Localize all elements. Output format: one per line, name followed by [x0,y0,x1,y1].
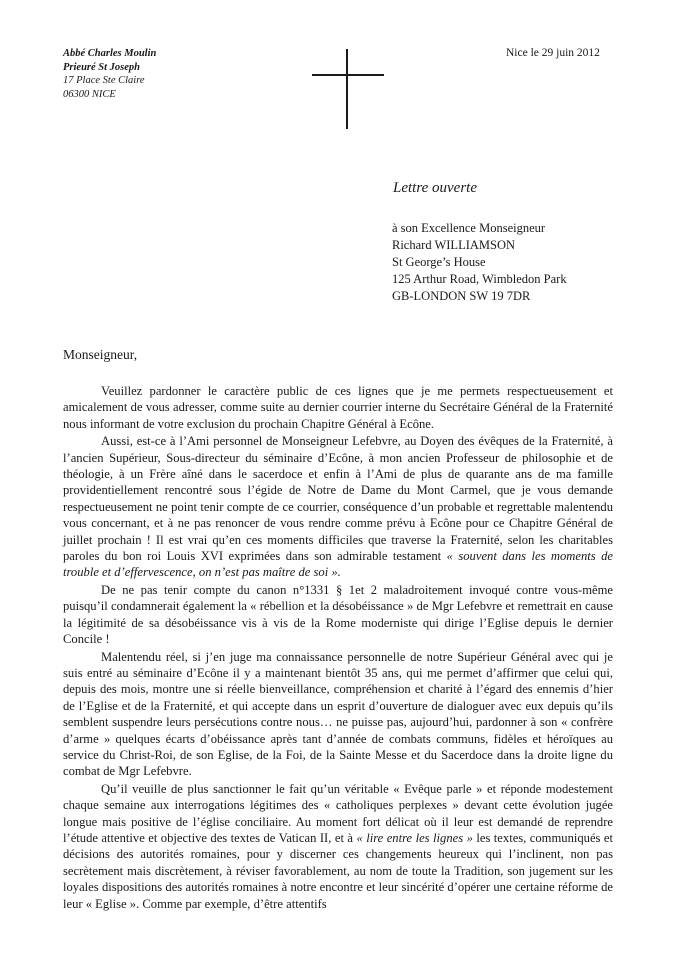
recipient-line: 125 Arthur Road, Wimbledon Park [392,272,567,286]
paragraph-text: les textes, communiqués et décisions des autorités romaines, pour y discerner ces changements heureux qui l’inclinent, non pas secrètement mais discrètement, à réviser favorablement, au nom de toute la Tradition, son jugement sur les loyales dispositions des autorités romaines à notre encontre et leur sincérité d’opérer une certaine réforme de leur « Eglise ». Comme par exemple, d’être attentifs [63,830,614,911]
body-paragraph [63,433,613,581]
salutation: Monseigneur, [63,347,138,362]
sender-city: 06300 NICE [63,88,116,100]
paragraph-text: Aussi, est-ce à l’Ami personnel de Monseigneur Lefebvre, au Doyen des évêques de la Fraternité, à l’ancien Supérieur, Sous-directeur du séminaire d’Ecône, à mon ancien Professeur de philosophie et de théologie, à un Frère aîné dans le sacerdoce et enfin à l’Ami de plus de quarante ans de ma famille providentiellement rencontré sous l’égide de Notre de Dame du Mont Carmel, que je vous demande respectueusement ne point tenir compte de ce courrier, conséquence d’un probable et regrettable malentendu vous concernant, et à ne pas renoncer de vous rendre comme prévu à Ecône pour ce Chapitre Général de juillet prochain ! Il est vrai qu’en ces moments difficiles que traverse la Fraternité, selon les charitables paroles du bon roi Louis XVI exprimées dans son admirable testament [63,434,613,564]
recipient-line: GB-LONDON SW 19 7DR [392,289,531,303]
paragraph-text: Qu’il veuille de plus sanctionner le fait qu’un véritable « Evêque parle » et réponde modestement chaque semaine aux interrogations légitimes des « catholiques perplexes » devant cette évolution jugée longue mais positive de l’église conciliaire. Au moment fort délicat où il leur est demandé de reprendre l’étude attentive et objective des textes de Vatican II, et à [63,781,613,845]
quoted-testament: « souvent dans les moments de trouble et d’effervescence, on n’est pas maître de soi ». [63,549,613,580]
sender-name: Abbé Charles Moulin [63,48,157,59]
sender-block [63,47,156,101]
letter-body [63,383,613,912]
body-paragraph: De ne pas tenir compte du canon n°1331 § 1et 2 maladroitement invoqué contre vous-même puisqu’il condamnerait également la « rébellion et la désobéissance » de Mgr Lefebvre et remettrait en cause la légitimité de sa désobéissance vis à vis de la Rome moderniste qui dirige l’Eglise depuis le dernier Concile ! [63,582,613,647]
sender-street: 17 Place Ste Claire [63,75,145,86]
document-type: Lettre ouverte [393,180,478,196]
body-paragraph: Malentendu réel, si j’en juge ma connaissance personnelle de notre Supérieur Général avec qui je suis entré au séminaire d’Ecône il y a maintenant bientôt 35 ans, qui me permet d’affirmer que celui qui, depuis des mois, montre une si réelle bienveillance, compréhension et charité à l’égard des ennemis d’hier de l’Eglise et de la Fraternité, et qui accepte dans un esprit d’ouverture de dialoguer avec eux depuis qu’ils semblent suspendre leurs persécutions contre nous… ne puisse pas, aujourd’hui, pardonner à son « confrère d’arme » quelques écarts d’obéissance après tant d’année de combats communs, fidèles et héroïques au service du Christ-Roi, de son Eglise, de la Foi, de la Sainte Messe et du Sacerdoce dans la droite ligne du combat de Mgr Lefebvre. [63,649,613,779]
emphasized-text: « lire entre les lignes » [356,830,473,845]
recipient-line: St George’s House [392,255,486,269]
letter-date: Nice le 29 juin 2012 [506,47,600,59]
recipient-block [392,220,567,305]
recipient-name: Richard WILLIAMSON [392,238,516,252]
sender-priory: Prieuré St Joseph [63,61,141,73]
body-paragraph: Veuillez pardonner le caractère public de ces lignes que je me permets respectueusement et amicalement de vous adresser, comme suite au dernier courrier interne du Secrétaire Général de la Fraternité nous informant de votre exclusion du prochain Chapitre Général à Ecône. [63,384,613,431]
body-paragraph [63,781,613,912]
cross-icon [312,49,384,129]
recipient-line: à son Excellence Monseigneur [392,221,546,235]
